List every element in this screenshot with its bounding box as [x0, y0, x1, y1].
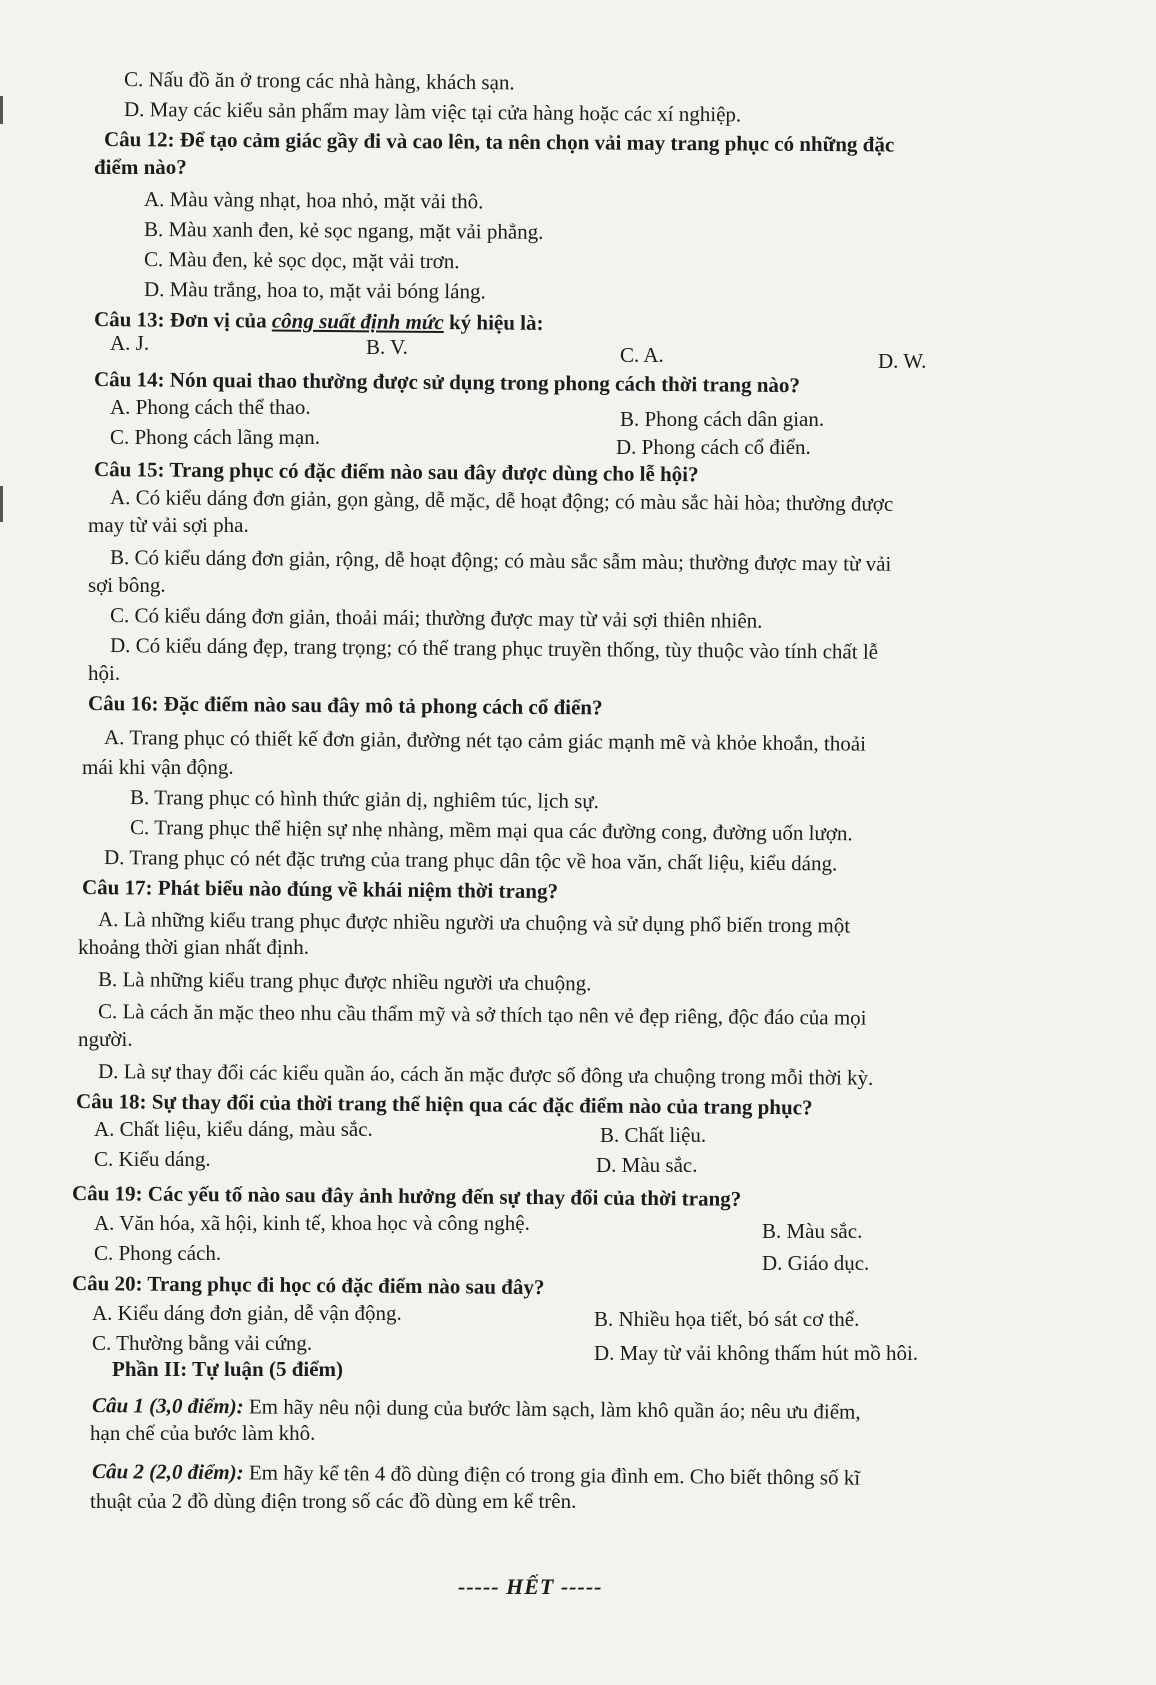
q19-option-c: C. Phong cách.: [94, 1241, 222, 1265]
part-2-heading: Phần II: Tự luận (5 điểm): [112, 1357, 344, 1381]
q17-label: Câu 17:: [81, 875, 153, 900]
q20-option-b: B. Nhiều họa tiết, bó sát cơ thể.: [594, 1307, 860, 1331]
q12-text: Để tạo cảm giác gầy đi và cao lên, ta nên chọn vải may trang phục có những đặc: [179, 127, 895, 157]
essay-2-label: Câu 2 (2,0 điểm):: [91, 1459, 244, 1485]
q12-option-b: B. Màu xanh đen, kẻ sọc ngang, mặt vải phẳng.: [143, 217, 544, 244]
q11-option-d: D. May các kiểu sản phẩm may làm việc tại cửa hàng hoặc các xí nghiệp.: [123, 97, 742, 127]
q14-option-b: B. Phong cách dân gian.: [620, 407, 825, 431]
q20-option-d: D. May từ vải không thấm hút mồ hôi.: [594, 1341, 919, 1365]
q14-label: Câu 14:: [93, 367, 165, 392]
q13-text-pre: Đơn vị của: [169, 307, 267, 333]
q14-option-d: D. Phong cách cổ điển.: [616, 435, 811, 459]
q16-option-a-cont: mái khi vận động.: [82, 755, 234, 779]
q15-option-a-cont: may từ vải sợi pha.: [88, 513, 249, 537]
q16-option-a: A. Trang phục có thiết kế đơn giản, đường nét tạo cảm giác mạnh mẽ và khỏe khoắn, thoải: [103, 725, 867, 756]
q18-text: Sự thay đổi của thời trang thể hiện qua các đặc điểm nào của trang phục?: [151, 1089, 813, 1120]
scan-edge: [0, 486, 3, 522]
q15-option-b-cont: sợi bông.: [88, 573, 166, 597]
q15-option-d-cont: hội.: [88, 661, 121, 685]
q13-option-c: C. A.: [620, 343, 664, 367]
q15-label: Câu 15:: [93, 457, 165, 482]
q13-text-post: ký hiệu là:: [448, 310, 544, 335]
q17-option-d: D. Là sự thay đổi các kiểu quần áo, cách ăn mặc được số đông ưa chuộng trong mỗi thời kỳ.: [97, 1059, 874, 1090]
essay-1-label: Câu 1 (3,0 điểm):: [91, 1393, 244, 1419]
q18-option-b: B. Chất liệu.: [600, 1123, 707, 1147]
q20-option-c: C. Thường bằng vải cứng.: [92, 1331, 313, 1355]
q13-option-b: B. V.: [366, 335, 408, 359]
essay-question-2-cont: thuật của 2 đồ dùng điện trong số các đồ dùng em kể trên.: [90, 1489, 577, 1513]
q19-label: Câu 19:: [71, 1181, 143, 1206]
q12-option-a: A. Màu vàng nhạt, hoa nhỏ, mặt vải thô.: [143, 187, 484, 214]
q19-text: Các yếu tố nào sau đây ảnh hưởng đến sự thay đổi của thời trang?: [147, 1181, 742, 1211]
q17-option-c: C. Là cách ăn mặc theo nhu cầu thẩm mỹ và sở thích tạo nên vẻ đẹp riêng, độc đáo của mọi: [97, 999, 867, 1030]
q15-option-b: B. Có kiểu dáng đơn giản, rộng, dễ hoạt động; có màu sắc sẫm màu; thường được may từ vải: [109, 545, 892, 576]
q16-option-d: D. Trang phục có nét đặc trưng của trang phục dân tộc về hoa văn, chất liệu, kiểu dáng.: [103, 845, 838, 876]
q13-option-d: D. W.: [878, 349, 927, 373]
q15-text: Trang phục có đặc điểm nào sau đây được dùng cho lễ hội?: [169, 457, 699, 487]
q20-question: [72, 1270, 545, 1300]
q19-option-b: B. Màu sắc.: [762, 1219, 863, 1243]
q12-option-c: C. Màu đen, kẻ sọc dọc, mặt vải trơn.: [143, 247, 460, 274]
q15-question: [94, 456, 699, 487]
q19-option-d: D. Giáo dục.: [762, 1251, 870, 1275]
q12-option-d: D. Màu trắng, hoa to, mặt vải bóng láng.: [143, 277, 486, 304]
q15-option-c: C. Có kiểu dáng đơn giản, thoải mái; thường được may từ vải sợi thiên nhiên.: [109, 603, 763, 633]
q20-option-a: A. Kiểu dáng đơn giản, dễ vận động.: [92, 1301, 402, 1325]
q18-option-c: C. Kiểu dáng.: [94, 1147, 211, 1171]
q17-option-a-cont: khoảng thời gian nhất định.: [78, 935, 309, 959]
q17-question: [82, 874, 558, 904]
q20-label: Câu 20:: [71, 1271, 143, 1296]
q16-label: Câu 16:: [87, 691, 159, 716]
end-of-exam-mark: ----- HẾT -----: [458, 1574, 603, 1599]
essay-question-2: [92, 1458, 860, 1491]
q18-option-a: A. Chất liệu, kiểu dáng, màu sắc.: [94, 1117, 373, 1141]
q17-option-a: A. Là những kiểu trang phục được nhiều người ưa chuộng và sử dụng phổ biến trong một: [97, 907, 851, 938]
q16-text: Đặc điểm nào sau đây mô tả phong cách cổ điển?: [163, 691, 603, 720]
q16-option-c: C. Trang phục thể hiện sự nhẹ nhàng, mềm mại qua các đường cong, đường uốn lượn.: [129, 815, 853, 846]
scan-edge: [0, 96, 3, 124]
q16-question: [88, 690, 603, 720]
q17-option-c-cont: người.: [78, 1027, 133, 1051]
q14-option-c: C. Phong cách lãng mạn.: [110, 425, 320, 449]
q14-option-a: A. Phong cách thể thao.: [110, 395, 311, 419]
q17-text: Phát biểu nào đúng về khái niệm thời trang?: [157, 875, 559, 904]
essay-1-text: Em hãy nêu nội dung của bước làm sạch, làm khô quần áo; nêu ưu điểm,: [248, 1394, 861, 1424]
q13-option-a: A. J.: [110, 331, 150, 355]
q11-option-c: C. Nấu đồ ăn ở trong các nhà hàng, khách sạn.: [123, 67, 515, 95]
essay-2-text: Em hãy kể tên 4 đồ dùng điện có trong gia đình em. Cho biết thông số kĩ: [248, 1460, 861, 1490]
q20-text: Trang phục đi học có đặc điểm nào sau đây?: [147, 1271, 545, 1300]
q19-option-a: A. Văn hóa, xã hội, kinh tế, khoa học và công nghệ.: [94, 1211, 530, 1235]
essay-question-1-cont: hạn chế của bước làm khô.: [90, 1421, 316, 1445]
q19-question: [72, 1180, 741, 1212]
q12-label: Câu 12:: [103, 127, 175, 152]
q18-option-d: D. Màu sắc.: [596, 1153, 698, 1177]
q13-label: Câu 13:: [93, 307, 165, 332]
q16-option-b: B. Trang phục có hình thức giản dị, nghiêm túc, lịch sự.: [129, 785, 600, 814]
q14-text: Nón quai thao thường được sử dụng trong phong cách thời trang nào?: [169, 367, 801, 398]
q18-label: Câu 18:: [75, 1089, 147, 1114]
q13-term: công suất định mức: [271, 308, 444, 335]
q12-question-cont: điểm nào?: [94, 155, 187, 179]
q15-option-a: A. Có kiểu dáng đơn giản, gọn gàng, dễ mặc, dễ hoạt động; có màu sắc hài hòa; thường được: [109, 485, 894, 516]
q17-option-b: B. Là những kiểu trang phục được nhiều người ưa chuộng.: [97, 967, 592, 996]
q13-question: [94, 306, 544, 336]
q12-question: [104, 126, 894, 158]
q15-option-d: D. Có kiểu dáng đẹp, trang trọng; có thể trang phục truyền thống, tùy thuộc vào tính chất lễ: [109, 633, 879, 664]
